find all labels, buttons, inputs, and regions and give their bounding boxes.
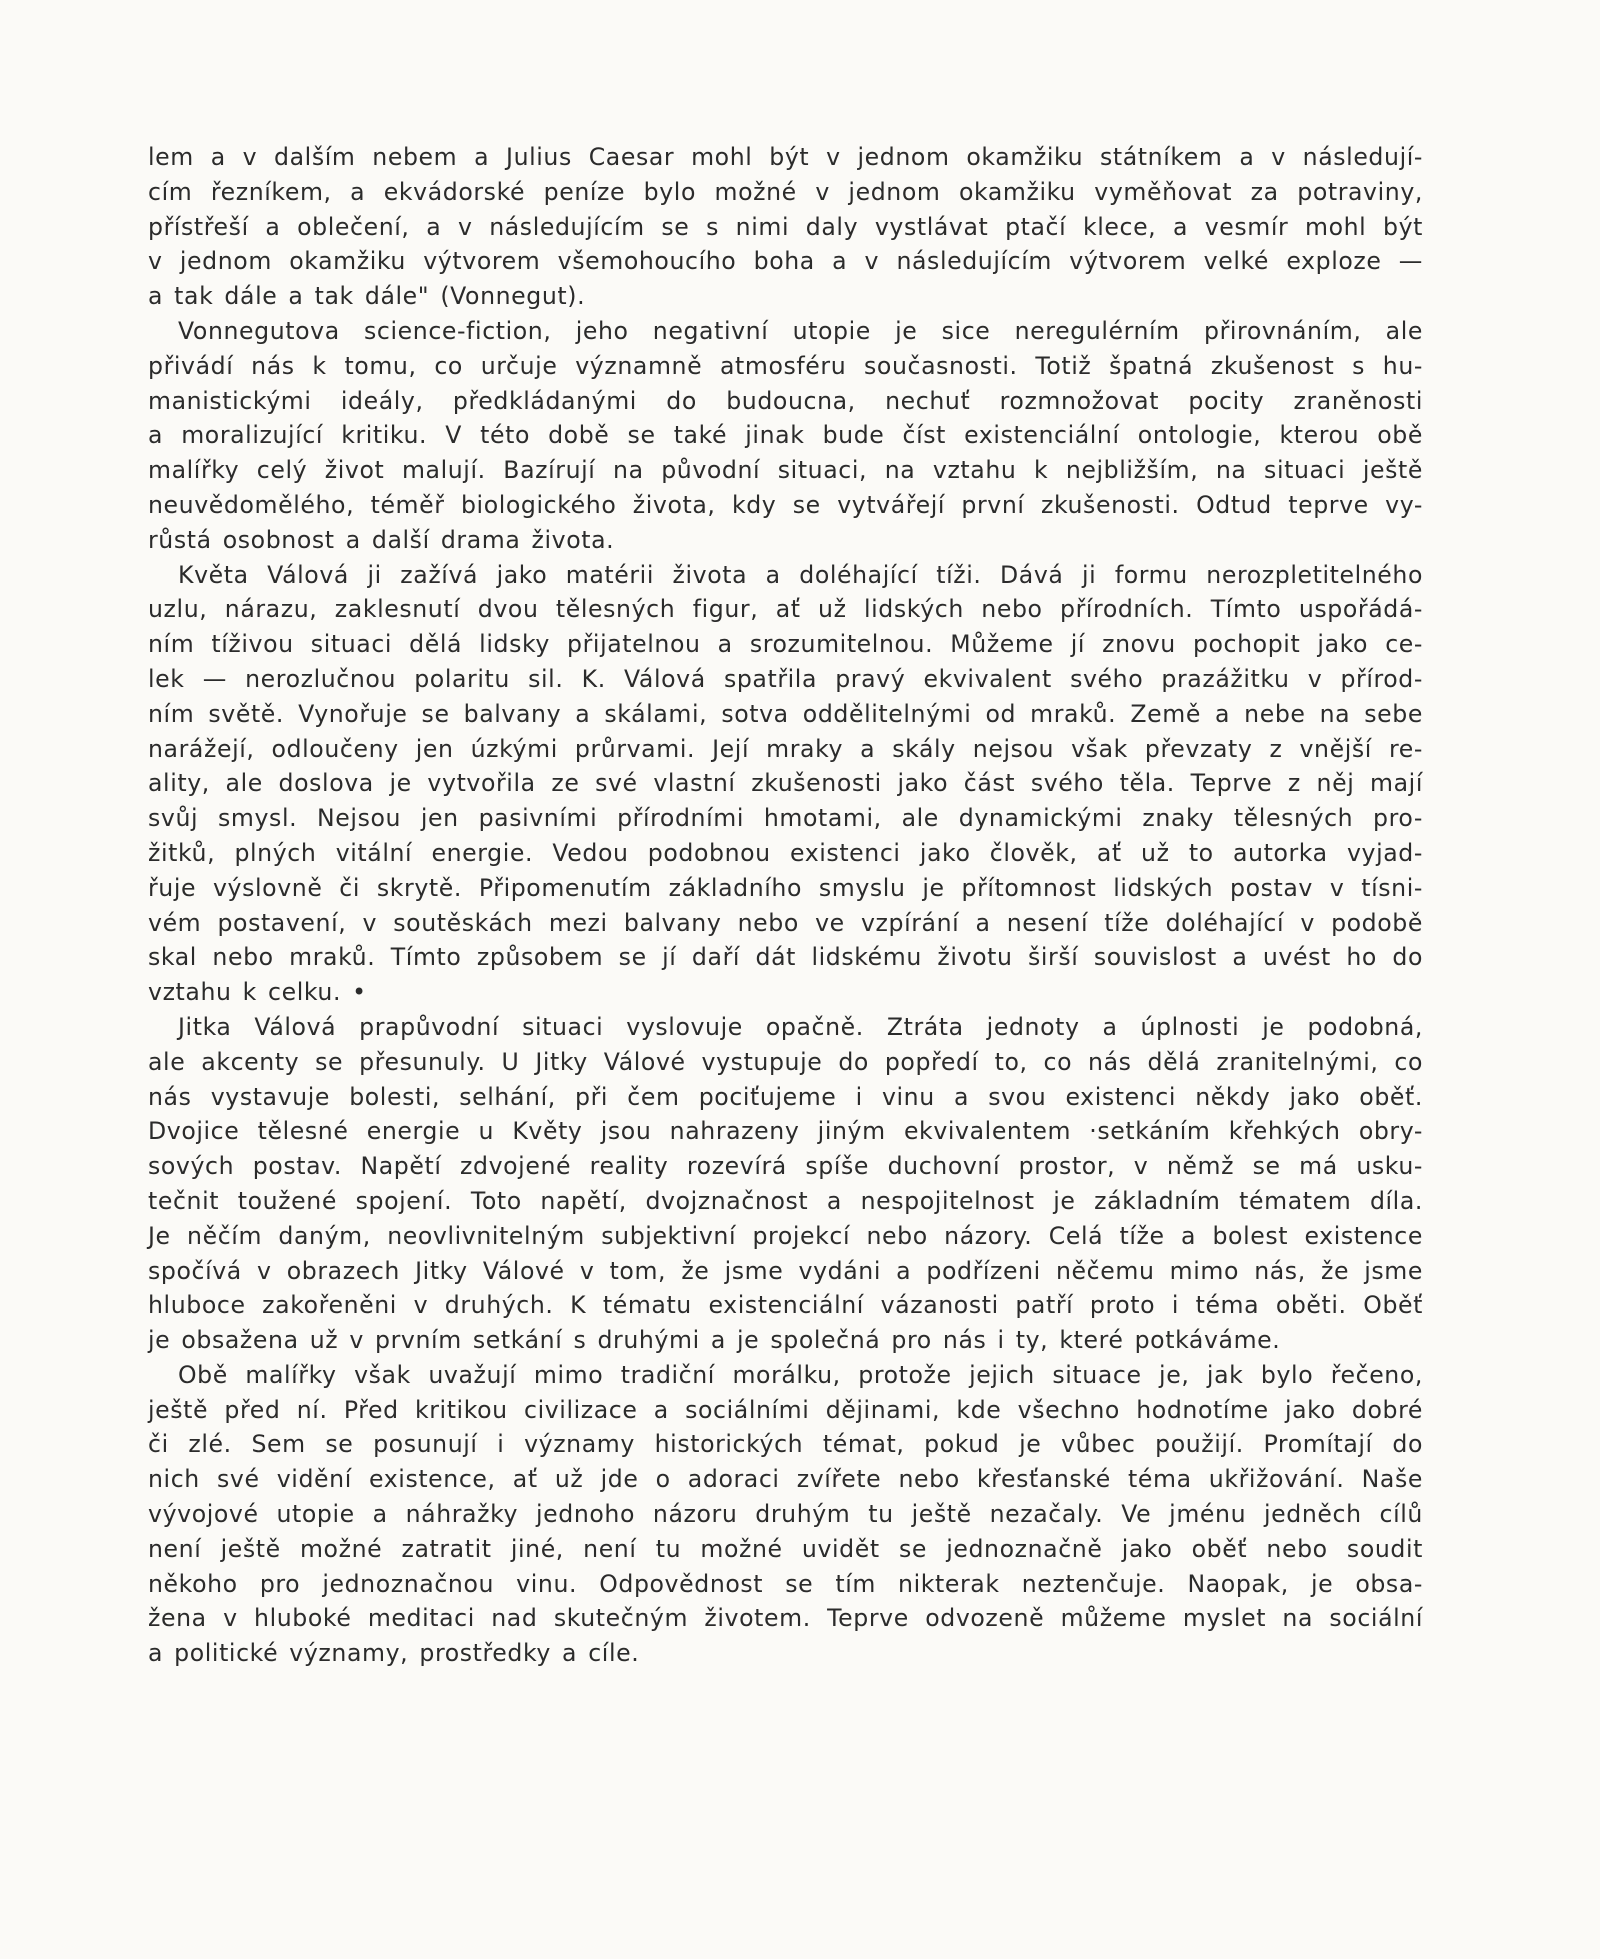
text-line: ním světě. Vynořuje se balvany a skálami, sotva oddělitelnými od mraků. Země a nebe na sebe: [148, 699, 1423, 728]
text-line: přivádí nás k tomu, co určuje významně atmosféru současnosti. Totiž špatná zkušenost s hu-: [148, 351, 1423, 380]
text-line: a politické významy, prostředky a cíle.: [148, 1639, 640, 1668]
text-line: neuvědomělého, téměř biologického života, kdy se vytvářejí první zkušenosti. Odtud teprve vy-: [148, 490, 1423, 519]
text-line: Je něčím daným, neovlivnitelným subjektivní projekcí nebo názory. Celá tíže a bolest existence: [148, 1221, 1423, 1250]
text-line: žena v hluboké meditaci nad skutečným životem. Teprve odvozeně můžeme myslet na sociální: [148, 1604, 1423, 1633]
text-line: či zlé. Sem se posunují i významy historických témat, pokud je vůbec použijí. Promítají do: [148, 1430, 1423, 1459]
text-line: uzlu, nárazu, zaklesnutí dvou tělesných figur, ať už lidských nebo přírodních. Tímto uspořádá-: [148, 595, 1423, 624]
text-line: je obsažena už v prvním setkání s druhými a je společná pro nás i ty, které potkáváme.: [148, 1326, 1281, 1355]
body-text: [148, 140, 1423, 1671]
text-line: lem a v dalším nebem a Julius Caesar mohl být v jednom okamžiku státníkem a v následují-: [148, 143, 1423, 171]
paragraph-5: [148, 1358, 1423, 1671]
text-line: někoho pro jednoznačnou vinu. Odpovědnost se tím nikterak neztenčuje. Naopak, je obsa-: [148, 1569, 1423, 1598]
text-line: a moralizující kritiku. V této době se také jinak bude číst existenciální ontologie, kterou obě: [148, 421, 1423, 450]
text-line: v jednom okamžiku výtvorem všemohoucího boha a v následujícím výtvorem velké exploze —: [148, 247, 1423, 276]
text-line: Jitka Válová prapůvodní situaci vyslovuje opačně. Ztráta jednoty a úplnosti je podobná,: [178, 1012, 1423, 1041]
text-line: cím řezníkem, a ekvádorské peníze bylo možné v jednom okamžiku vyměňovat za potraviny,: [148, 177, 1423, 206]
text-line: není ještě možné zatratit jiné, není tu možné uvidět se jednoznačně jako oběť nebo soudit: [148, 1534, 1423, 1563]
text-line: vém postavení, v soutěskách mezi balvany nebo ve vzpírání a nesení tíže doléhající v podobě: [148, 908, 1423, 937]
text-line: a tak dále a tak dále" (Vonnegut).: [148, 282, 586, 311]
text-line: tečnit toužené spojení. Toto napětí, dvojznačnost a nespojitelnost je základním tématem díla.: [148, 1186, 1423, 1215]
paragraph-1: [148, 140, 1423, 314]
text-line: narážejí, odloučeny jen úzkými průrvami. Její mraky a skály nejsou však převzaty z vnější re-: [148, 734, 1423, 763]
text-line: lek — nerozlučnou polaritu sil. K. Válová spatřila pravý ekvivalent svého prazážitku v přírod-: [148, 664, 1423, 693]
text-line: Květa Válová ji zažívá jako matérii života a doléhající tíži. Dává ji formu nerozpletitelného: [178, 560, 1423, 589]
text-line: ality, ale doslova je vytvořila ze své vlastní zkušenosti jako část svého těla. Teprve z něj mají: [148, 769, 1423, 798]
text-line: přístřeší a oblečení, a v následujícím se s nimi daly vystlávat ptačí klece, a vesmír mohl být: [148, 212, 1423, 241]
text-line: ale akcenty se přesunuly. U Jitky Válové vystupuje do popředí to, co nás dělá zranitelnými, co: [148, 1047, 1423, 1076]
text-line: Obě malířky však uvažují mimo tradiční morálku, protože jejich situace je, jak bylo řečeno,: [178, 1360, 1423, 1389]
text-line: ním tíživou situaci dělá lidsky přijatelnou a srozumitelnou. Můžeme jí znovu pochopit jako ce-: [148, 630, 1423, 659]
text-line: spočívá v obrazech Jitky Válové v tom, že jsme vydáni a podřízeni něčemu mimo nás, že jsme: [148, 1256, 1423, 1285]
text-line: svůj smysl. Nejsou jen pasivními přírodními hmotami, ale dynamickými znaky tělesných pro-: [148, 804, 1423, 833]
text-line: hluboce zakořeněni v druhých. K tématu existenciální vázanosti patří proto i téma oběti. Oběť: [148, 1291, 1423, 1320]
text-line: žitků, plných vitální energie. Vedou podobnou existenci jako člověk, ať už to autorka vyjad-: [148, 838, 1423, 867]
text-line: sových postav. Napětí zdvojené reality rozevírá spíše duchovní prostor, v němž se má usku-: [148, 1152, 1423, 1181]
text-line: malířky celý život malují. Bazírují na původní situaci, na vztahu k nejbližším, na situaci ještě: [148, 456, 1423, 485]
text-line: nich své vidění existence, ať už jde o adoraci zvířete nebo křesťanské téma ukřižování. Naše: [148, 1465, 1423, 1494]
text-line: nás vystavuje bolesti, selhání, při čem pociťujeme i vinu a svou existenci někdy jako oběť.: [148, 1082, 1423, 1111]
text-line: manistickými ideály, předkládanými do budoucna, nechuť rozmnožovat pocity zraněnosti: [148, 386, 1423, 415]
paragraph-3: [148, 558, 1423, 1010]
text-line: růstá osobnost a další drama života.: [148, 525, 615, 554]
text-line: řuje výslovně či skrytě. Připomenutím základního smyslu je přítomnost lidských postav v tísni-: [148, 873, 1423, 902]
text-line: Dvojice tělesné energie u Květy jsou nahrazeny jiným ekvivalentem ·setkáním křehkých obry-: [148, 1117, 1423, 1146]
text-line: skal nebo mraků. Tímto způsobem se jí daří dát lidskému životu širší souvislost a uvést ho do: [148, 943, 1423, 972]
paragraph-4: [148, 1010, 1423, 1358]
text-line: ještě před ní. Před kritikou civilizace a sociálními dějinami, kde všechno hodnotíme jako dobré: [148, 1395, 1423, 1424]
paragraph-2: [148, 314, 1423, 558]
text-line: vývojové utopie a náhražky jednoho názoru druhým tu ještě nezačaly. Ve jménu jedněch cílů: [148, 1500, 1423, 1529]
text-line: vztahu k celku. •: [148, 978, 367, 1007]
text-line: Vonnegutova science-fiction, jeho negativní utopie je sice neregulérním přirovnáním, ale: [178, 316, 1423, 345]
